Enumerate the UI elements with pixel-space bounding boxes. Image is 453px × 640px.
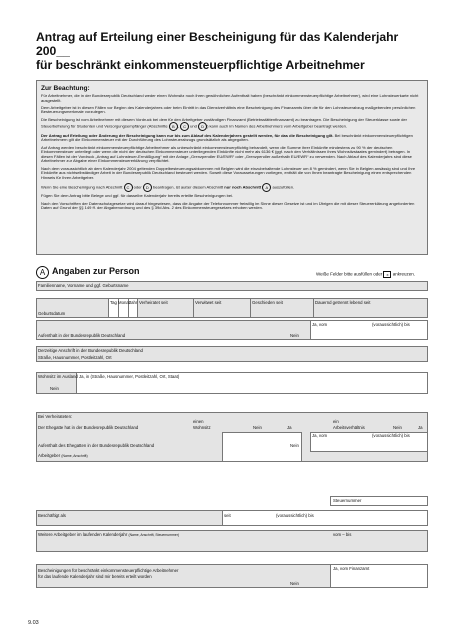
section-a-badge: A [36, 266, 49, 279]
section-a-label: Angaben zur Person [52, 266, 140, 276]
spouse-period-field[interactable] [310, 432, 428, 452]
note-paragraph: Für Arbeitnehmer, die in der Bundesrepublik Deutschland weder einen Wohnsitz noch ihren gewöhnlichen Aufenthalt haben (beschränkt einkommensteuerpflichtige Arbeitnehmer), wird eine Lohnsteuerkarte nicht ausgestellt. [41, 93, 419, 103]
note-paragraph: Fügen Sie dem Antrag bitte Belege und ggf. für dasselbe Kalenderjahr bereits erteilte Bescheinigungen bei. [41, 193, 234, 199]
fill-hint: Weiße Felder bitte ausfüllen oder x ankreuzen. [316, 271, 415, 277]
section-a-header [36, 266, 428, 280]
section-c-circle: B [169, 122, 178, 131]
note-paragraph: Dem Arbeitgeber ist in diesen Fällen vor Beginn des Kalenderjahres oder beim Eintritt in das Dienstverhältnis eine Bescheinigung des Finanzamts über die für den Lohnsteuerabzug maßgebenden persönlichen Besteuerungsmerkmale vorzulegen. [41, 104, 416, 115]
note-paragraph: Nach dem voraussichtlich ab dem Kalenderjahr 2004 geltenden Doppelbesteuerungsabkommen mit Belgien wird die einzubehaltende Lohnsteuer um 8 % gemindert, wenn Sie in Belgien ansässig sind und Ihre Einkünfte aus nichtselbständiger Arbeit in der Bundesrepublik Deutschland besteuert werden. Soweit diese Voraussetzungen vorliegen, enthält die von Ihnen beantragte Bescheinigung einen entsprechenden Hinweis für Ihren Arbeitgeber. [41, 165, 416, 180]
page-title: Antrag auf Erteilung einer Bescheinigung für das Kalenderjahr 200__ für beschränkt einkommensteuerpflichtige Arbeitnehmer [36, 30, 399, 72]
note-paragraph: Wenn Sie eine Bescheinigung nach Abschnitt C oder D beantragen, ist außer diesem Abschnitt nur noch Abschnitt A auszufüllen. [41, 184, 295, 190]
note-paragraph: Der Antrag auf Erteilung oder Änderung der Bescheinigung kann nur bis zum Ablauf des Kalenderjahres gestellt werden, für das die Bescheinigung gilt. Bei beschränkt einkommensteuerpflichtigen Arbeitnehmern gilt die Einkommensteuer mit der Durchführung des Lohnsteuerabzugs grundsätzlich als abgegolten. [41, 132, 413, 143]
note-box [36, 80, 428, 255]
section-d-circle: D [198, 122, 207, 131]
page-number: 9.03 [28, 620, 39, 626]
x-box-icon: x [383, 271, 391, 278]
residence-period-field[interactable] [310, 320, 428, 340]
employment-since-field[interactable] [222, 510, 428, 526]
section-c-circle: C [180, 122, 189, 131]
note-paragraph: Auf Antrag werden beschränkt einkommensteuerpflichtige Arbeitnehmer als unbeschränkt einkommensteuerpflichtig behandelt, wenn die Summe ihrer Einkünfte mindestens zu 90 % der deutschen Einkommensteuer unterliegt oder wenn die nicht der deutschen Einkommensteuer unterliegenden Einkünfte nicht mehr als 6136 € (ggf. nach den Verhältnissen ihres Wohnsitzstaates gemindert) betragen. In diesen Fällen ist der Vordruck „Antrag auf Lohnsteuer-Ermäßigung“ mit der Anlage „Grenzpendler EU/EWR“ oder „Grenzpendler außerhalb EU/EWR“ zu verwenden. Nach Ablauf des Kalenderjahrs sind diese Arbeitnehmer zur Abgabe einer Einkommensteuererklärung verpflichtet. [41, 144, 412, 164]
note-paragraph: Die Bescheinigung ist vom Arbeitnehmer mit diesem Vordruck bei dem für den Arbeitgeber zuständigen Finanzamt (Betriebsstättenfinanzamt) zu beantragen. Die Bescheinigung der Steuerklasse sowie der Steuerbefreiung für Studenten und Versorgungsempfänger (Abschnitte B , C und D ) kann auch im Namen des Arbeitnehmers vom Arbeitgeber beantragt werden. [41, 116, 407, 130]
note-paragraph: Nach den Vorschriften der Datenschutzgesetze wird darauf hingewiesen, dass die Angabe der Telefonnummer freiwillig im Sinne dieser Gesetze ist und im Übrigen die mit dieser Steuererklärung angeforderten Daten auf Grund der §§ 149 ff. der Abgabenordnung und des § 39d Abs. 2 des Einkommensteuergesetzes erhoben werden. [41, 200, 415, 211]
note-heading: Zur Beachtung: [41, 85, 90, 92]
